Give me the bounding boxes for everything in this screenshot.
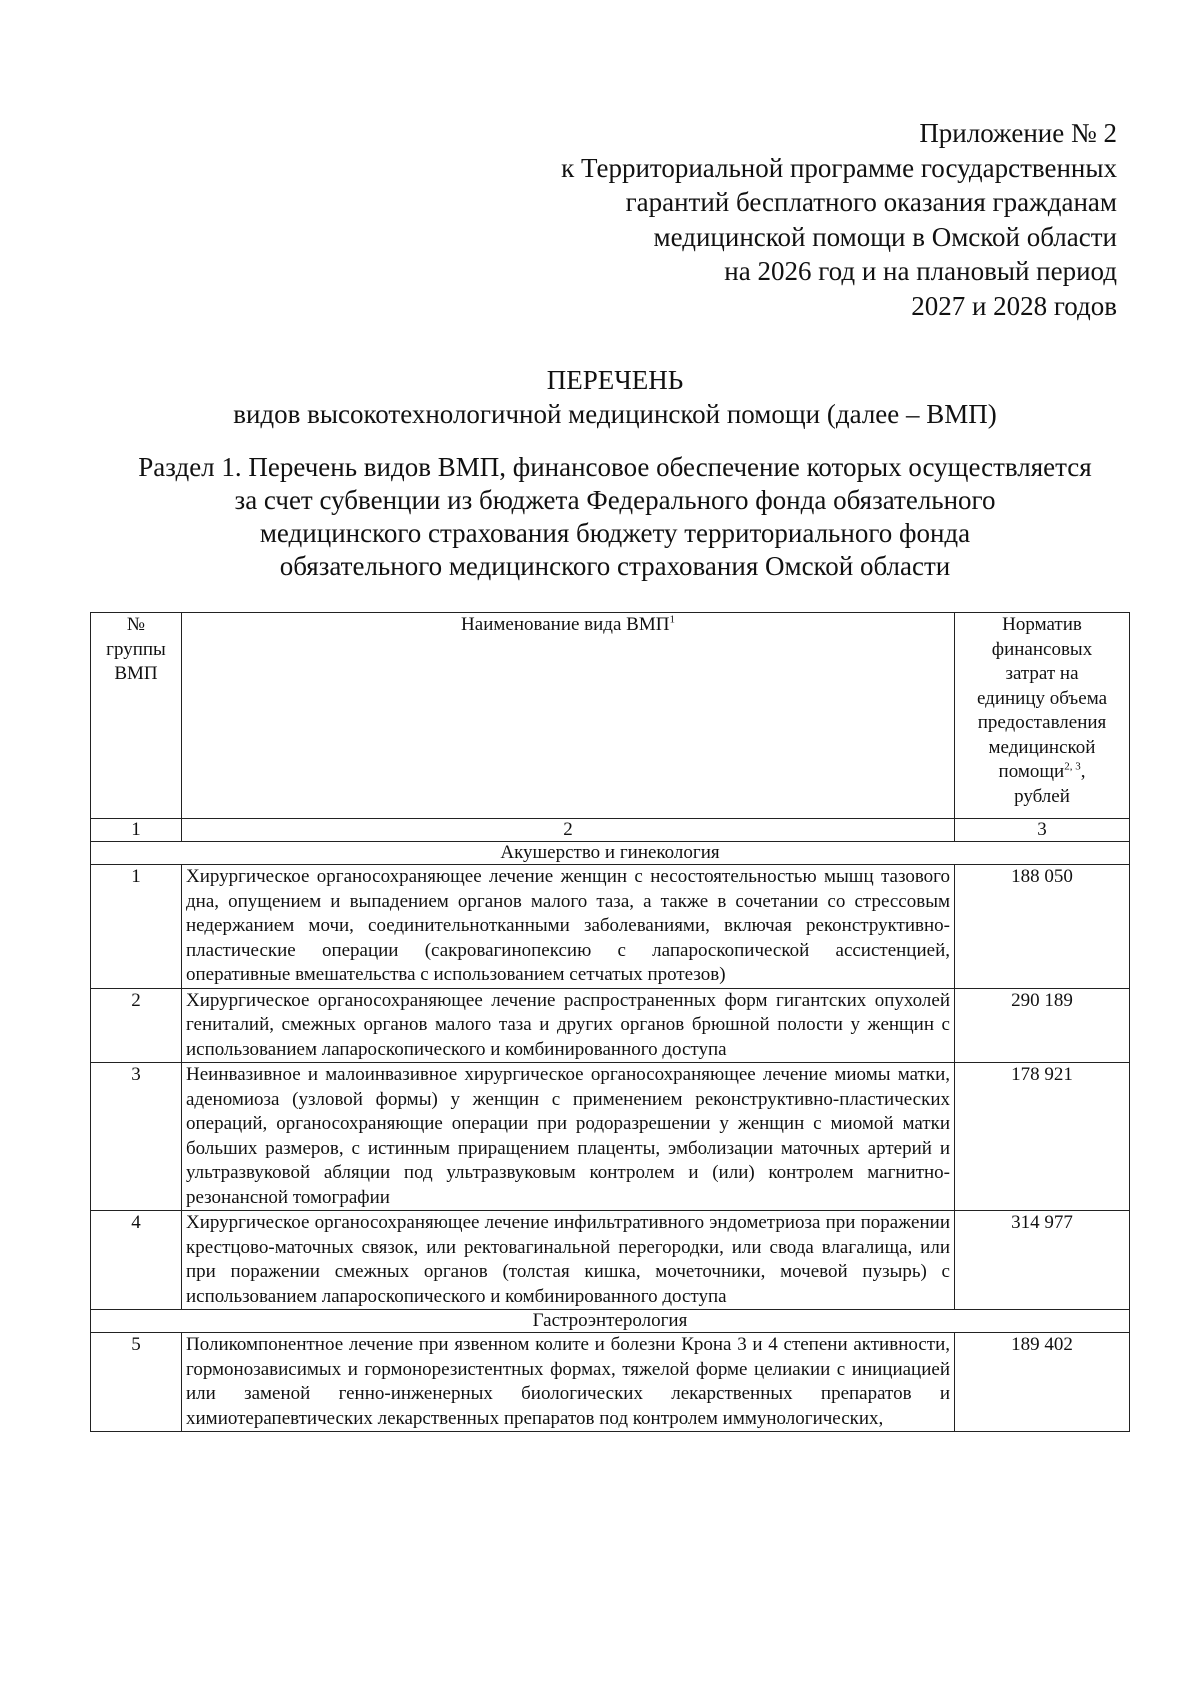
header-text: финансовых bbox=[991, 638, 1093, 660]
table-header-row bbox=[91, 613, 1130, 819]
table-row bbox=[91, 1063, 1130, 1211]
group-number: 4 bbox=[91, 1211, 182, 1310]
vmp-name: Хирургическое органосохраняющее лечение женщин с несостоятельностью мышц тазового дна, опущением и выпадением органов малого таза, а также в сочетании со стрессовым недержанием мочи, соединительнотканными заболеваниями, включая реконструктивно-пластические операции (сакровагинопексию с лапароскопической ассистенцией, оперативные вмешательства с использованием сетчатых протезов) bbox=[182, 865, 955, 989]
cost-norm: 314 977 bbox=[955, 1211, 1130, 1310]
footnote-mark: 1 bbox=[669, 613, 675, 626]
header-text: Наименование вида ВМП bbox=[461, 614, 670, 635]
document-subtitle: видов высокотехнологичной медицинской помощи (далее – ВМП) bbox=[233, 399, 997, 429]
footnote-mark: 2, 3 bbox=[1064, 760, 1081, 773]
header-text: предоставления bbox=[977, 712, 1107, 733]
category-row bbox=[91, 1310, 1130, 1333]
header-text bbox=[959, 760, 1125, 785]
header-text: Норматив bbox=[1002, 614, 1082, 635]
category-title: Акушерство и гинекология bbox=[91, 842, 1130, 865]
column-number: 3 bbox=[955, 819, 1130, 842]
appendix-line: медицинской помощи в Омской области bbox=[653, 221, 1117, 252]
table-row bbox=[91, 1211, 1130, 1310]
appendix-line: гарантий бесплатного оказания гражданам bbox=[625, 187, 1117, 217]
group-number: 3 bbox=[91, 1063, 182, 1211]
column-number: 2 bbox=[182, 819, 955, 842]
vmp-name: Неинвазивное и малоинвазивное хирургическое органосохраняющее лечение миомы матки, аденомиоза (узловой формы) у женщин с применением реконструктивно-пластических операций, органосохраняющие операции при родоразрешении у женщин с миомой матки больших размеров, с истинным приращением плаценты, эмболизации маточных артерий и ультразвуковой абляции под ультразвуковым контролем и (или) контролем магнитно-резонансной томографии bbox=[182, 1063, 955, 1211]
column-numbers-row bbox=[91, 819, 1130, 842]
cost-norm: 290 189 bbox=[955, 988, 1130, 1063]
document-title: ПЕРЕЧЕНЬ bbox=[546, 365, 684, 395]
section-line: медицинского страхования бюджету территориального фонда bbox=[259, 518, 971, 548]
appendix-line: на 2026 год и на плановый период bbox=[724, 256, 1117, 286]
appendix-line: 2027 и 2028 годов bbox=[911, 290, 1117, 321]
table-row bbox=[91, 1333, 1130, 1432]
vmp-name: Хирургическое органосохраняющее лечение инфильтративного эндометриоза при поражении крестцово-маточных связок, или ректовагинальной перегородки, или свода влагалища, или при поражении смежных органов (толстая кишка, мочеточники, мочевой пузырь) с использованием лапароскопического и комбинированного доступа bbox=[182, 1211, 955, 1310]
category-row bbox=[91, 842, 1130, 865]
cost-norm: 188 050 bbox=[955, 865, 1130, 989]
header-text: группы bbox=[106, 638, 166, 660]
cost-norm: 178 921 bbox=[955, 1063, 1130, 1211]
vmp-name: Хирургическое органосохраняющее лечение распространенных форм гигантских опухолей гениталий, смежных органов малого таза и других органов брюшной полости у женщин с использованием лапароскопического и комбинированного доступа bbox=[182, 988, 955, 1063]
appendix-header bbox=[380, 116, 1117, 323]
appendix-line: Приложение № 2 bbox=[919, 118, 1117, 148]
section-heading bbox=[90, 451, 1140, 583]
header-text: рублей bbox=[1014, 785, 1070, 807]
table-row bbox=[91, 988, 1130, 1063]
group-number: 2 bbox=[91, 988, 182, 1063]
header-text: № bbox=[126, 614, 146, 635]
section-line: за счет субвенции из бюджета Федерального фонда обязательного bbox=[234, 485, 996, 515]
header-vmp-name bbox=[182, 613, 955, 819]
header-cost-norm bbox=[955, 613, 1130, 819]
section-line: Раздел 1. Перечень видов ВМП, финансовое обеспечение которых осуществляется bbox=[138, 452, 1092, 482]
header-text: медицинской bbox=[988, 736, 1096, 758]
header-text: затрат на bbox=[1005, 663, 1079, 684]
vmp-table bbox=[90, 612, 1130, 1432]
table-row bbox=[91, 865, 1130, 989]
section-line: обязательного медицинского страхования Омской области bbox=[279, 551, 951, 581]
header-text: помощи bbox=[998, 761, 1065, 782]
appendix-line: к Территориальной программе государственных bbox=[561, 152, 1117, 183]
group-number: 1 bbox=[91, 865, 182, 989]
cost-norm: 189 402 bbox=[955, 1333, 1130, 1432]
vmp-name: Поликомпонентное лечение при язвенном колите и болезни Крона 3 и 4 степени активности, гормонозависимых и гормонорезистентных формах, тяжелой форме целиакии с инициацией или заменой генно-инженерных биологических лекарственных препаратов и химиотерапевтических лекарственных препаратов под контролем иммунологических, bbox=[182, 1333, 955, 1432]
header-group-number bbox=[91, 613, 182, 819]
header-text: единицу объема bbox=[976, 687, 1108, 709]
column-number: 1 bbox=[91, 819, 182, 842]
header-text: , bbox=[1080, 761, 1086, 782]
group-number: 5 bbox=[91, 1333, 182, 1432]
header-text: ВМП bbox=[114, 663, 158, 684]
category-title: Гастроэнтерология bbox=[91, 1310, 1130, 1333]
